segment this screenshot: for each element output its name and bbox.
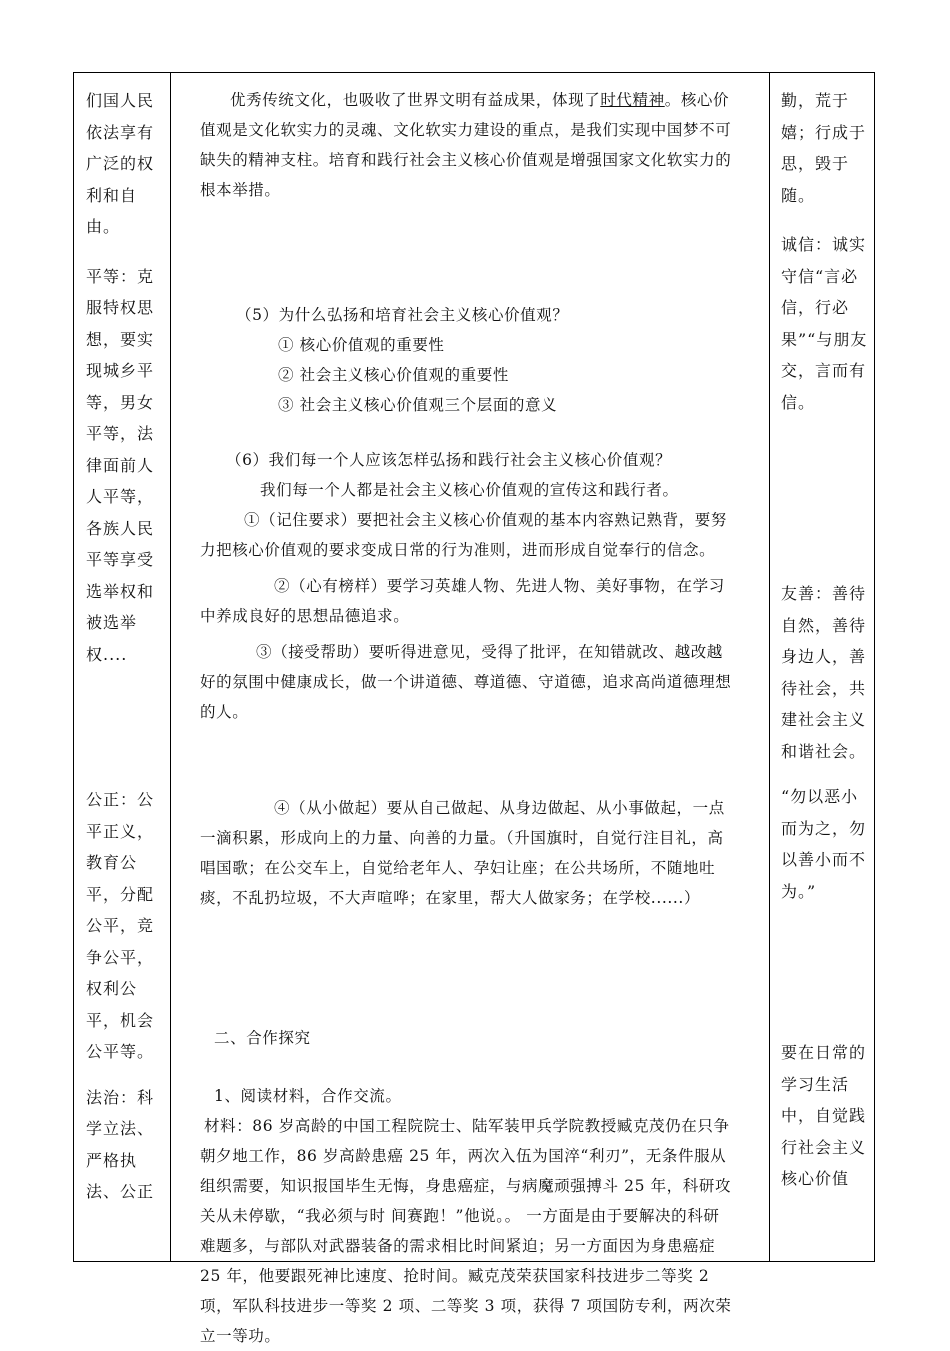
question-5-title: （5）为什么弘扬和培育社会主义核心价值观？ [236, 306, 569, 324]
question-6-point-3: ③（接受帮助）要听得进意见，受得了批评，在知错就改、越改越好的氛围中健康成长，做一个讲道德、尊道德、守道德，追求高尚道德理想的人。 [200, 643, 732, 721]
intro-text-end: 。核心价值观是文化软实力的灵魂、文化软实力建设的重点，是我们实现中国梦不可缺失的精神支柱。培育和践行社会主义核心价值观是增强国家文化软实力的根本举措。 [200, 91, 732, 199]
left-note-rule-of-law: 法治：科学立法、严格执法、公正 [86, 1087, 155, 1201]
right-notes-column [769, 73, 876, 1261]
right-note-diligence: 勤，荒于嬉；行成于思，毁于随。 [781, 91, 867, 205]
section-2-title: 二、合作探究 [214, 1029, 311, 1047]
material-text: 材料：86 岁高龄的中国工程院院士、陆军装甲兵学院教授臧克茂仍在只争朝夕地工作，86 岁高龄患癌 25 年，两次入伍为国淬“利刃”，无条件服从组织需要，知识报国毕生无悔，身患癌症，与病魔顽强搏斗 25 年，科研攻关从未停歇，“我必须与时 间赛跑！”他说。。 一方面是由于要解决的科研难题多，与部队对武器装备的需求相比时间紧迫；另一方面因为身患癌症 25 年，他要跟死神比速度、抢时间。臧克茂荣获国家科技进步二等奖 2 项，军队科技进步一等奖 2 项、二等奖 3 项，获得 7 项国防专利，两次荣立一等功。 [200, 1117, 732, 1345]
main-content-column [170, 73, 769, 1345]
intro-underlined-term: 时代精神 [600, 91, 665, 109]
intro-paragraph [170, 85, 769, 205]
question-5-block [170, 300, 769, 420]
section-2-block [170, 1023, 769, 1351]
question-6-point-4-block [170, 793, 769, 913]
left-note-rights: 们国人民依法享有广泛的权利和自由。 [86, 91, 155, 236]
question-6-block [170, 445, 769, 727]
right-note-quote: “勿以恶小而为之，勿以善小而不为。” [781, 787, 867, 901]
left-note-equality: 平等：克服特权思想，要实现城乡平等，男女平等，法律面前人人平等，各族人民平等享受选举权和被选举权.... [86, 266, 155, 664]
question-6-lead: 我们每一个人都是社会主义核心价值观的宣传这和践行者。 [260, 481, 679, 499]
intro-text-start: 优秀传统文化，也吸收了世界文明有益成果，体现了 [230, 91, 601, 109]
lesson-table [73, 72, 875, 1345]
question-6-point-1: ①（记住要求）要把社会主义核心价值观的基本内容熟记熟背，要努力把核心价值观的要求变成日常的行为准则，进而形成自觉奉行的信念。 [200, 511, 728, 559]
right-note-friendliness: 友善：善待自然，善待身边人，善待社会，共建社会主义和谐社会。 [781, 584, 867, 761]
question-6-point-4: ④（从小做起）要从自己做起、从身边做起、从小事做起，一点一滴积累，形成向上的力量、向善的力量。（升国旗时，自觉行注目礼，高唱国歌；在公交车上，自觉给老年人、孕妇让座；在公共场所，不随地吐痰，不乱扔垃圾，不大声喧哗；在家里，帮大人做家务；在学校......） [200, 799, 725, 907]
question-5-item-3: ③ 社会主义核心价值观三个层面的意义 [278, 396, 558, 414]
question-6-point-2: ②（心有榜样）要学习英雄人物、先进人物、美好事物，在学习中养成良好的思想品德追求。 [200, 577, 725, 625]
left-notes-column [74, 73, 170, 1261]
left-note-justice: 公正：公平正义，教育公平，分配公平，竞争公平，权利公平，机会公平等。 [86, 790, 155, 1061]
right-note-practice: 要在日常的学习生活中，自觉践行社会主义核心价值 [781, 1043, 867, 1188]
material-paragraph [200, 1111, 735, 1351]
right-note-integrity: 诚信：诚实守信“言必信，行必果”“与朋友交，言而有信。 [781, 235, 868, 412]
question-5-item-2: ② 社会主义核心价值观的重要性 [278, 366, 509, 384]
question-5-item-1: ① 核心价值观的重要性 [278, 336, 445, 354]
section-2-subtitle: 1、阅读材料，合作交流。 [214, 1087, 402, 1105]
question-6-title: （6）我们每一个人应该怎样弘扬和践行社会主义核心价值观？ [226, 451, 672, 469]
